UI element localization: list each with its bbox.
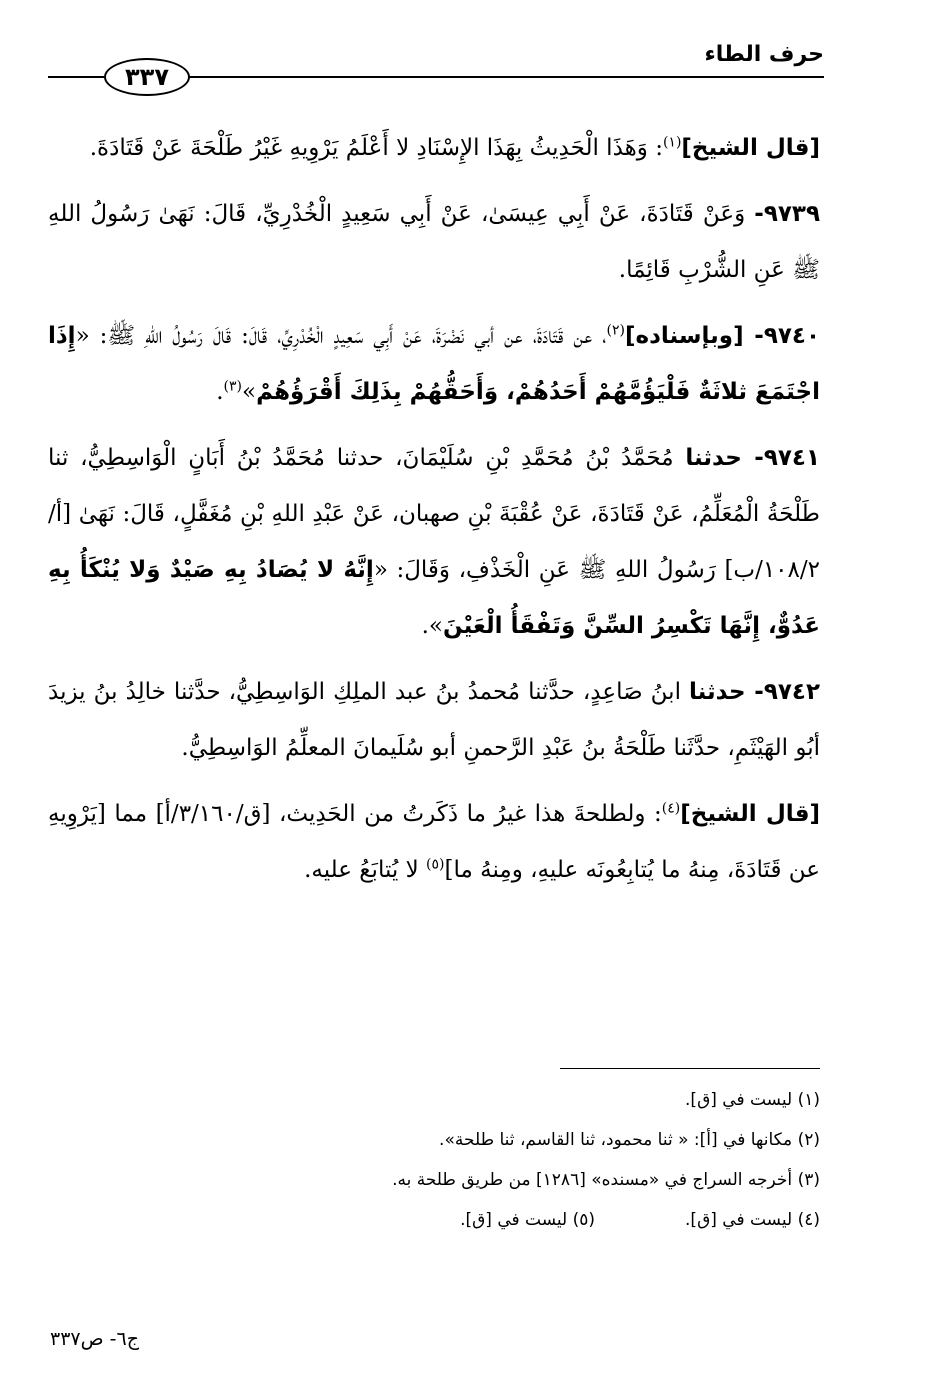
hadith-number: ٩٧٤١- حدثنا <box>685 445 821 471</box>
para-lead: [قال الشيخ] <box>681 135 820 161</box>
footnote-text: أخرجه السراج في «مسنده» [١٢٨٦] من طريق طلحة به. <box>392 1170 793 1190</box>
footnote-number: (٢) <box>797 1130 820 1150</box>
para-text: مُحَمَّدُ بْنُ مُحَمَّدِ بْنِ سُلَيْمَانَ، حدثنا مُحَمَّدُ بْنُ أَبَانٍ الْوَاسِطِيُّ، ثنا طَلْحَةُ الْمُعَلِّمُ، عَنْ قَتَادَةَ، عَنْ عُقْبَةَ بْنِ صهبان، عَنْ عَبْدِ اللهِ بْنِ مُغَفَّلٍ، قَالَ: نَهَىٰ [أ/١٠٨/٢/ب] رَسُولُ اللهِ ﷺ عَنِ الْخَذْفِ، وَقَالَ: « <box>48 445 820 583</box>
header-rule-left <box>48 76 104 78</box>
footnote-text: ليست في [ق]. <box>685 1090 793 1110</box>
quote-close: » <box>428 613 443 639</box>
footnote-3 <box>160 1160 820 1200</box>
para-end: . <box>216 379 224 405</box>
paragraph-5 <box>48 664 820 776</box>
para-text: : ولطلحةَ هذا غيرُ ما ذَكَرتُ من الحَدِيث، [ق/٣/١٦٠/أ] مما [يَرْوِيهِ عن قَتَادَةَ، مِنهُ ما يُتابِعُونَه عليهِ، ومِنهُ ما] <box>48 801 820 883</box>
footnote-ref: (٢) <box>606 322 625 339</box>
running-head: حرف الطاء <box>704 42 824 67</box>
footnote-row <box>160 1200 820 1240</box>
footnote-ref: (١) <box>662 134 682 151</box>
footnote-number: (٣) <box>797 1170 820 1190</box>
paragraph-1 <box>48 120 820 176</box>
hadith-number: ٩٧٤٠- [وبإسناده] <box>625 323 820 349</box>
paragraph-2 <box>48 186 820 298</box>
para-end: . <box>421 613 429 639</box>
hadith-number: ٩٧٣٩- <box>754 201 820 227</box>
volume-page-code: ج٦- ص٣٣٧ <box>50 1328 139 1350</box>
hadith-text: إِذَا اجْتَمَعَ ثلاثَةٌ فَلْيَؤُمَّهُمْ أَحَدُهُمْ، وَأَحَقُّهُمْ بِذَلِكَ أَقْرَؤُهُمْ <box>48 323 820 405</box>
footnote-number: (٤) <box>797 1210 820 1230</box>
footnote-1 <box>160 1080 820 1120</box>
para-text: ابنُ صَاعِدٍ، حدَّثنا مُحمدُ بنُ عبد الملِكِ الوَاسِطِيُّ، حدَّثنا خالِدُ بنُ يزيدَ أبُو الهَيْثَمِ، حدَّثَنا طَلْحَةُ بنُ عَبْدِ الرَّحمنِ أبو سُلَيمانَ المعلِّمُ الوَاسِطِيُّ. <box>48 679 820 761</box>
paragraph-4 <box>48 430 820 654</box>
footnote-number: (٥) <box>572 1210 596 1230</box>
page-number: ٣٣٧ <box>104 58 190 96</box>
footnote-number: (١) <box>797 1090 820 1110</box>
footnote-5 <box>460 1200 595 1240</box>
footnote-rule <box>560 1068 820 1069</box>
hadith-text: إِنَّهُ لا يُصَادُ بِهِ صَيْدٌ وَلا يُنْكَأُ بِهِ عَدُوٌّ، إِنَّهَا تَكْسِرُ السِّنَّ وَتَفْقَأُ الْعَيْنَ <box>48 557 820 639</box>
paragraph-6 <box>48 786 820 898</box>
page-header <box>48 38 824 94</box>
para-end: لا يُتابَعُ عليه. <box>304 857 427 883</box>
footnote-2 <box>160 1120 820 1160</box>
footnote-text: ليست في [ق]. <box>685 1210 793 1230</box>
main-text <box>48 120 820 908</box>
footnote-4 <box>685 1200 820 1240</box>
quote-close: » <box>241 379 257 405</box>
para-text: ، عن قَتَادَةَ، عن أبي نَضْرَةَ، عَنْ أَبِي سَعِيدٍ الْخُدْرِيِّ، قَالَ: قَالَ رَسُولُ اللهِ ﷺ: « <box>75 323 607 349</box>
paragraph-3 <box>48 308 820 420</box>
para-lead: [قال الشيخ] <box>680 801 821 827</box>
footnotes <box>160 1080 820 1240</box>
footnote-ref: (٣) <box>223 378 242 395</box>
footnote-ref: (٥) <box>426 856 445 873</box>
footnote-text: مكانها في [أ]: « ثنا محمود، ثنا القاسم، ثنا طلحة». <box>439 1130 793 1150</box>
para-text: وَعَنْ قَتَادَةَ، عَنْ أَبِي عِيسَىٰ، عَنْ أَبِي سَعِيدٍ الْخُدْرِيِّ، قَالَ: نَهَىٰ رَسُولُ اللهِ ﷺ عَنِ الشُّرْبِ قَائِمًا. <box>48 201 820 283</box>
footnote-ref: (٤) <box>661 800 681 817</box>
hadith-number: ٩٧٤٢- حدثنا <box>689 679 820 705</box>
para-text: : وَهَذَا الْحَدِيثُ بِهَذَا الإِسْنَادِ لا أَعْلَمُ يَرْوِيهِ غَيْرُ طَلْحَةَ عَنْ قَتَادَةَ. <box>89 135 663 161</box>
header-rule <box>188 76 824 78</box>
footnote-text: ليست في [ق]. <box>460 1210 568 1230</box>
